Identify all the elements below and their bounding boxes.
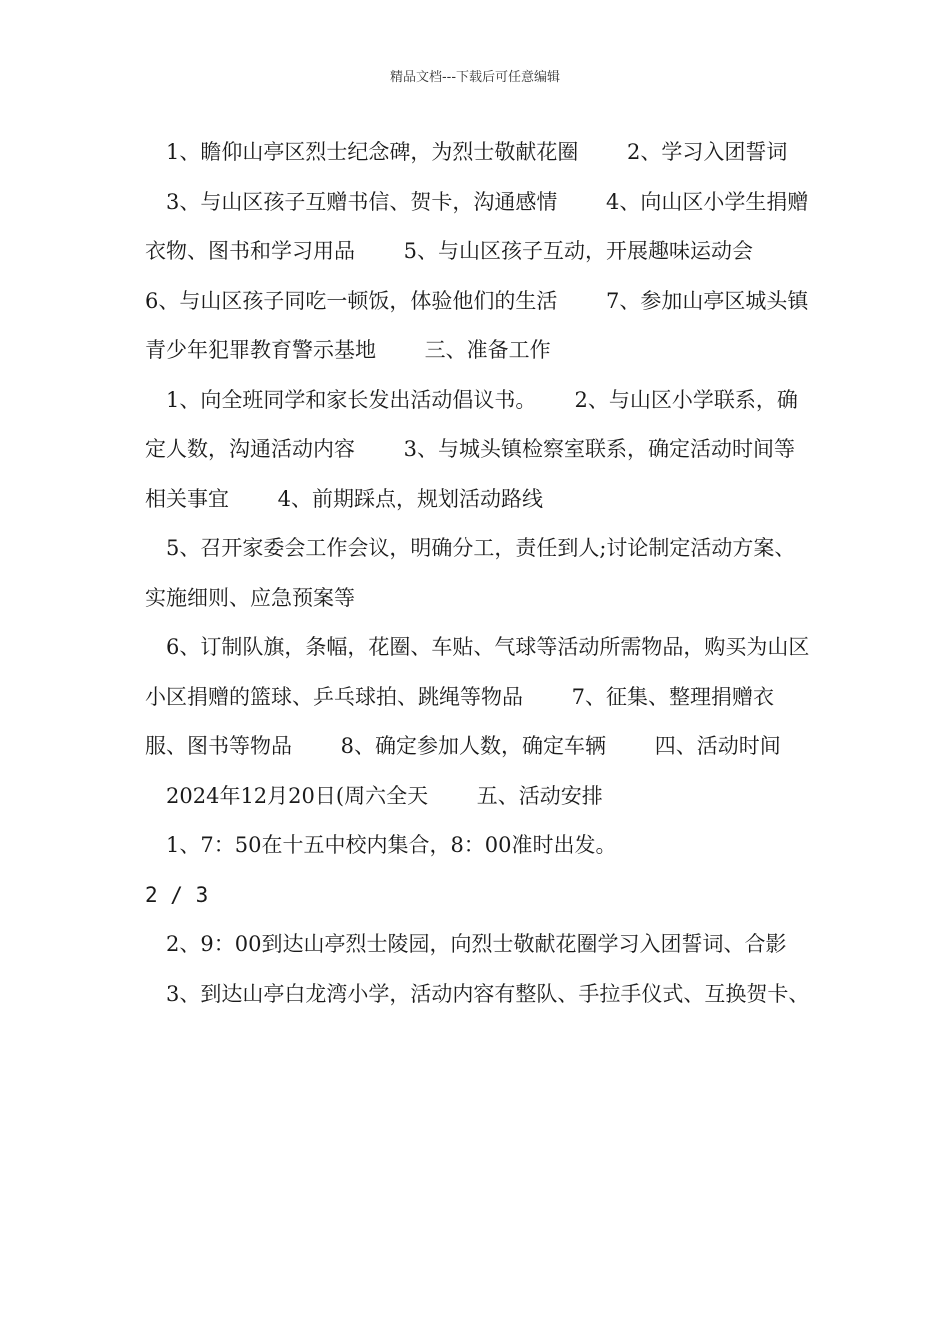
paragraph-preparation-1: 1、向全班同学和家长发出活动倡议书。 2、与山区小学联系，确定人数，沟通活动内容 3、与城头镇检察室联系，确定活动时间等相关事宜 4、前期踩点，规划活动路线 [145,387,798,511]
document-body [145,128,810,1019]
paragraph-schedule-1: 1、7：50在十五中校内集合，8：00准时出发。 [166,833,617,857]
paragraph-schedule-3: 3、到达山亭白龙湾小学，活动内容有整队、手拉手仪式、互换贺卡、 [166,981,810,1006]
paragraph-preparation-2: 5、召开家委会工作会议，明确分工，责任到人;讨论制定活动方案、实施细则、应急预案等 [145,536,796,610]
page-number: 2 / 3 [145,882,209,907]
paragraph-activity-items-2: 3、与山区孩子互赠书信、贺卡，沟通感情 4、向山区小学生捐赠衣物、图书和学习用品 5、与山区孩子互动，开展趣味运动会 6、与山区孩子同吃一顿饭，体验他们的生活 7、参加山亭区城头镇青少年犯罪教育警示基地 三、准备工作 [145,189,809,362]
paragraph-activity-time: 2024年12月20日(周六全天 五、活动安排 [166,783,603,808]
paragraph-schedule-2: 2、9：00到达山亭烈士陵园，向烈士敬献花圈学习入团誓词、合影 [166,932,787,956]
paragraph-activity-items-1: 1、瞻仰山亭区烈士纪念碑，为烈士敬献花圈 2、学习入团誓词 [166,140,788,164]
page-header: 精品文档---下载后可任意编辑 [389,70,561,85]
paragraph-preparation-3: 6、订制队旗，条幅，花圈、车贴、气球等活动所需物品，购买为山区小区捐赠的篮球、乒乓球拍、跳绳等物品 7、征集、整理捐赠衣服、图书等物品 8、确定参加人数，确定车辆 四、活动时间 [145,635,810,758]
